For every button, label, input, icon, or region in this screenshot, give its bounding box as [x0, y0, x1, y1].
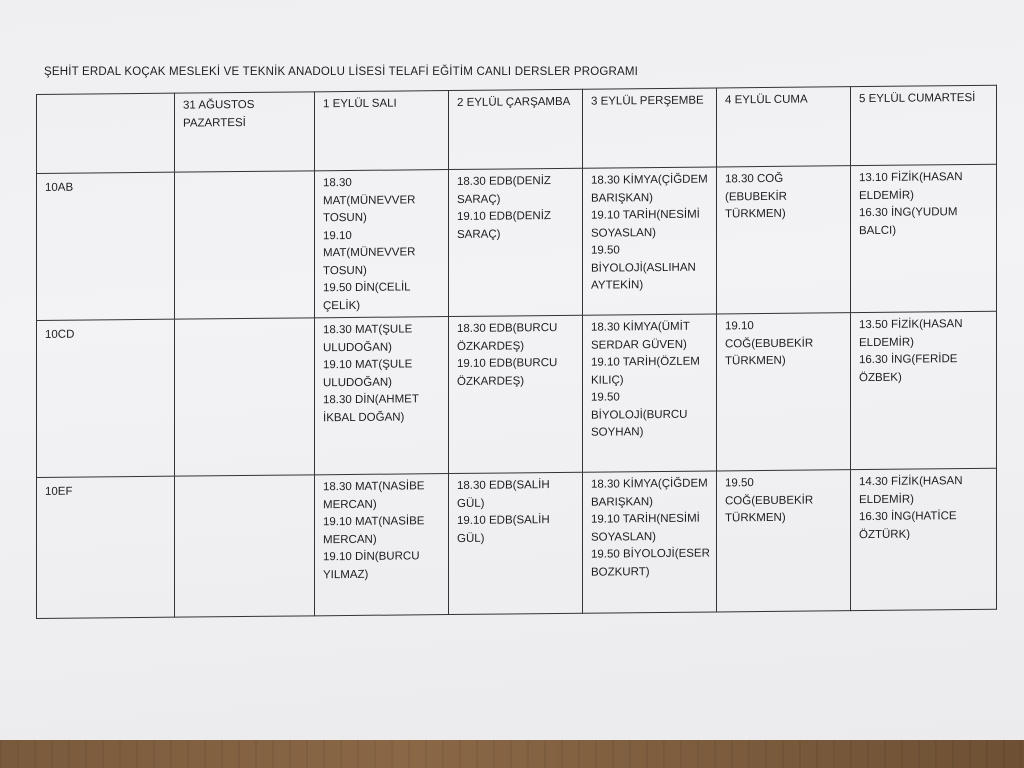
schedule-cell	[583, 471, 717, 613]
day-header: 1 EYLÜL SALI	[315, 91, 449, 171]
lesson-entry: 13.10 FİZİK(HASAN ELDEMİR)	[859, 171, 963, 202]
schedule-cell	[851, 468, 997, 610]
lesson-entry: 19.10 TARİH(NESİMİ SOYASLAN)	[591, 208, 700, 240]
lesson-entry: 19.10 MAT(MÜNEVVER TOSUN)	[323, 229, 416, 277]
schedule-cell	[315, 170, 449, 318]
header-corner-cell	[37, 93, 175, 173]
document-title: ŞEHİT ERDAL KOÇAK MESLEKİ VE TEKNİK ANADOLU LİSESİ TELAFİ EĞİTİM CANLI DERSLER PROGRAMI	[44, 66, 639, 78]
lesson-entry: 19.10 TARİH(NESİMİ SOYASLAN)	[591, 512, 700, 544]
day-header: 4 EYLÜL CUMA	[717, 87, 851, 167]
lesson-entry: 18.30 EDB(SALİH GÜL)	[457, 479, 550, 510]
table-row	[37, 468, 997, 618]
lesson-entry: 18.30 MAT(NASİBE MERCAN)	[323, 480, 425, 511]
lesson-entry: 19.10 MAT(NASİBE MERCAN)	[323, 515, 425, 546]
lesson-entry: 13.50 FİZİK(HASAN ELDEMİR)	[859, 318, 963, 349]
schedule-sheet	[36, 85, 996, 619]
schedule-cell	[717, 470, 851, 612]
class-name-cell: 10AB	[37, 172, 175, 320]
lesson-entry: 19.10 DİN(BURCU YILMAZ)	[323, 550, 420, 581]
schedule-cell	[449, 472, 583, 614]
schedule-cell	[175, 171, 315, 319]
lesson-entry: 19.10 EDB(BURCU ÖZKARDEŞ)	[457, 356, 558, 388]
floor-grain	[0, 740, 1024, 768]
lesson-entry: 14.30 FİZİK(HASAN ELDEMİR)	[859, 475, 963, 506]
lesson-entry: 16.30 İNG(HATİCE ÖZTÜRK)	[859, 510, 957, 541]
table-row	[37, 311, 997, 477]
schedule-table	[36, 85, 997, 619]
lesson-entry: 19.50 BİYOLOJİ(BURCU SOYHAN)	[591, 391, 688, 439]
lesson-entry: 16.30 İNG(FERİDE ÖZBEK)	[859, 353, 958, 384]
lesson-entry: 18.30 MAT(MÜNEVVER TOSUN)	[323, 176, 416, 225]
lesson-entry: 19.50 COĞ(EBUBEKİR TÜRKMEN)	[725, 477, 814, 525]
schedule-cell	[583, 167, 717, 315]
table-row	[37, 164, 997, 320]
schedule-cell	[449, 168, 583, 316]
lesson-entry: 16.30 İNG(YUDUM BALCI)	[859, 206, 958, 237]
lesson-entry: 19.10 COĞ(EBUBEKİR TÜRKMEN)	[725, 320, 814, 368]
lesson-entry: 18.30 KİMYA(ÜMİT SERDAR GÜVEN)	[591, 320, 690, 352]
schedule-cell	[851, 164, 997, 312]
schedule-cell	[851, 311, 997, 469]
lesson-entry: 19.50 DİN(CELİL ÇELİK)	[323, 281, 411, 312]
day-header: 3 EYLÜL PERŞEMBE	[583, 88, 717, 168]
lesson-entry: 18.30 EDB(DENİZ SARAÇ)	[457, 175, 551, 206]
header-row	[37, 85, 997, 173]
schedule-cell	[175, 318, 315, 476]
lesson-entry: 19.50 BİYOLOJİ(ESER BOZKURT)	[591, 547, 710, 579]
day-header: 31 AĞUSTOS PAZARTESİ	[175, 92, 315, 172]
schedule-cell	[175, 475, 315, 617]
lesson-entry: 18.30 MAT(ŞULE ULUDOĞAN)	[323, 323, 413, 354]
schedule-cell	[583, 314, 717, 472]
class-name-cell: 10CD	[37, 319, 175, 477]
wooden-floor	[0, 740, 1024, 768]
lesson-entry: 18.30 EDB(BURCU ÖZKARDEŞ)	[457, 321, 558, 353]
lesson-entry: 19.10 TARİH(ÖZLEM KILIÇ)	[591, 355, 700, 387]
lesson-entry: 19.50 BİYOLOJİ(ASLIHAN AYTEKİN)	[591, 244, 696, 292]
day-header: 2 EYLÜL ÇARŞAMBA	[449, 89, 583, 169]
lesson-entry: 19.10 EDB(DENİZ SARAÇ)	[457, 210, 551, 241]
lesson-entry: 18.30 KİMYA(ÇİĞDEM BARIŞKAN)	[591, 173, 708, 205]
class-name-cell: 10EF	[37, 476, 175, 618]
schedule-cell	[717, 166, 851, 314]
schedule-cell	[315, 474, 449, 616]
day-header: 5 EYLÜL CUMARTESİ	[851, 85, 997, 165]
lesson-entry: 18.30 DİN(AHMET İKBAL DOĞAN)	[323, 393, 419, 424]
lesson-entry: 18.30 COĞ (EBUBEKİR TÜRKMEN)	[725, 172, 787, 221]
schedule-cell	[449, 315, 583, 473]
lesson-entry: 18.30 KİMYA(ÇİĞDEM BARIŞKAN)	[591, 477, 708, 509]
lesson-entry: 19.10 MAT(ŞULE ULUDOĞAN)	[323, 358, 413, 389]
lesson-entry: 19.10 EDB(SALİH GÜL)	[457, 514, 550, 545]
schedule-cell	[315, 317, 449, 475]
schedule-cell	[717, 313, 851, 471]
